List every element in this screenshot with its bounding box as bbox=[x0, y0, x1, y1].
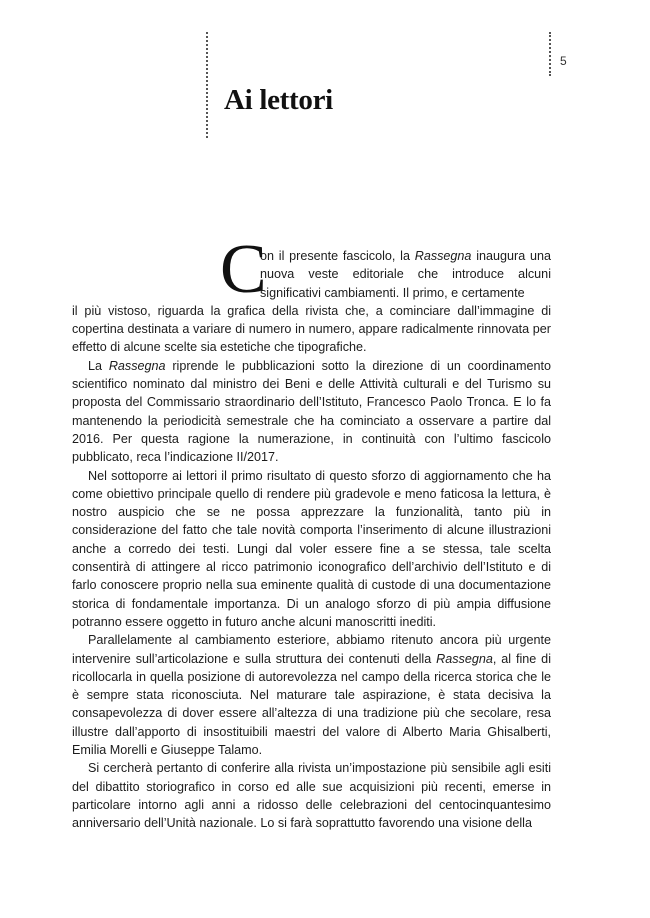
title-divider-rule bbox=[206, 32, 208, 138]
paragraph-4-text-a: Parallelamente al cambiamento esteriore, abbiamo ritenuto ancora più urgente intervenire sull’articolazione e sulla struttura dei contenuti della bbox=[72, 633, 551, 666]
paragraph-1-italic: Rassegna bbox=[414, 249, 472, 263]
paragraph-4-italic: Rassegna bbox=[436, 651, 493, 666]
page-number: 5 bbox=[560, 54, 567, 68]
paragraph-4 bbox=[72, 631, 551, 759]
paragraph-1 bbox=[72, 247, 551, 357]
paragraph-3: Nel sottoporre ai lettori il primo risultato di questo sforzo di aggiornamento che ha come obiettivo principale quello di rendere più gradevole e meno faticosa la lettura, è nostro auspicio che se ne possa apprezzare la funzionalità, tanto più in considerazione del fatto che tale novità comporta l’inserimento di alcune illustrazioni anche a corredo dei testi. Lungi dal voler essere fine a se stessa, tale scelta consentirà di attingere al ricco patrimonio iconografico dell’archivio dell’Istituto e di farlo conoscere proprio nella sua eminente qualità di custode di una documentazione storica di fondamentale importanza. Di un analogo sforzo di più ampia diffusione potranno essere oggetto in futuro anche alcuni manoscritti inediti. bbox=[72, 468, 551, 629]
page-title: Ai lettori bbox=[224, 84, 333, 116]
paragraph-4-text-b: , al fine di ricollocarla in quella posizione di autorevolezza nel campo della ricerca storica che le è sempre stata riconosciuta. Nel maturare tale aspirazione, è stata decisiva la consapevolezza di dover essere all’altezza di una tradizione più che secolare, resa illustre dall’apporto di insostituibili maestri del valore di Alberto Maria Ghisalberti, Emilia Morelli e Giuseppe Talamo. bbox=[72, 651, 551, 758]
article-body bbox=[72, 231, 551, 833]
paragraph-2-text-a: La bbox=[88, 358, 109, 373]
page-number-divider-rule bbox=[549, 32, 551, 76]
paragraph-2 bbox=[72, 357, 551, 467]
paragraph-1-text-a: on il presente fascicolo, la bbox=[260, 249, 415, 263]
paragraph-1-opening bbox=[260, 247, 551, 302]
drop-cap: C bbox=[220, 231, 267, 308]
paragraph-1-text-b: inaugura una nuova veste editoriale che introduce alcuni significativi cambiamenti. Il primo, e certamente bbox=[260, 249, 551, 300]
paragraph-5: Si cercherà pertanto di conferire alla rivista un’impostazione più sensibile agli esiti del dibattito storiografico in corso ed alle sue acquisizioni più recenti, emerse in particolare intorno agli anni a ridosso delle celebrazioni del centocinquantesimo anniversario dell’Unità nazionale. Lo si farà soprattutto favorendo una visione della bbox=[72, 761, 551, 831]
paragraph-1-text-c: il più vistoso, riguarda la grafica della rivista che, a cominciare dall’immagine di copertina destinata a variare di numero in numero, appare radicalmente rinnovata per effetto di alcune scelte sia estetiche che tipografiche. bbox=[72, 303, 551, 355]
paragraph-2-italic: Rassegna bbox=[108, 358, 166, 373]
paragraph-2-text-b: riprende le pubblicazioni sotto la direzione di un coordinamento scientifico nominato dal ministro dei Beni e delle Attività culturali e del Turismo su proposta del Commissario straordinario dell’Istituto, Francesco Paolo Tronca. E lo fa mantenendo la periodicità semestrale che ha cominciato a osservare a partire dal 2016. Per questa ragione la numerazione, in continuità con l’ultimo fascicolo pubblicato, reca l’indicazione II/2017. bbox=[72, 358, 551, 465]
